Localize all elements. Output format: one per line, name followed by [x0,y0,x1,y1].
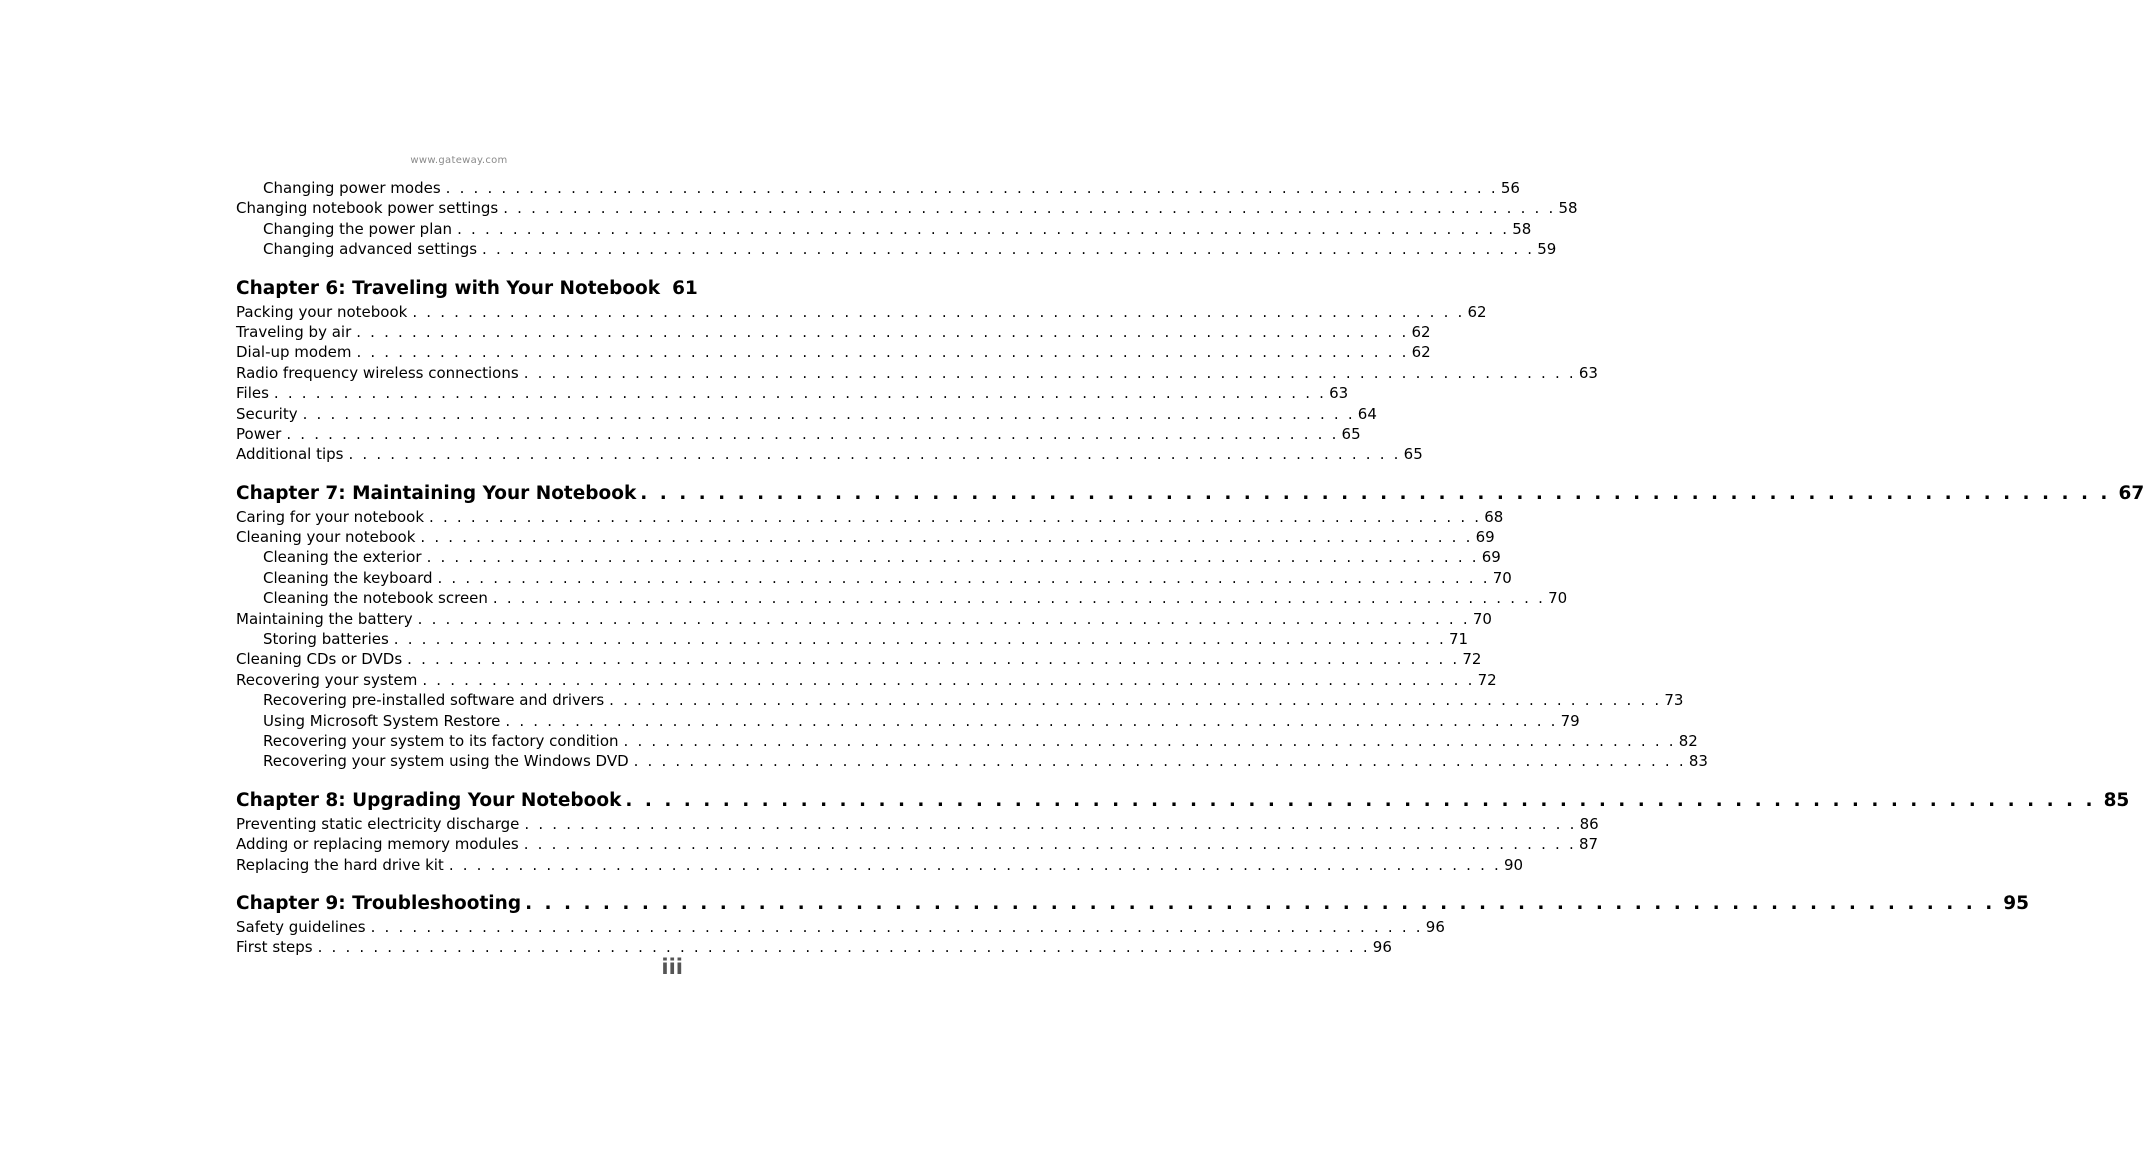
toc-entry-page: 58 [1512,219,1532,238]
dot-leader: . . . . . . . . . . . . . . . . . . . . . . . . . . . . . . . . . . . . . . . . . . . . . . . . . . . . . . . . . . . . . . . . . . . . . . . . . . . . [429,507,1482,526]
dot-leader: . . . . . . . . . . . . . . . . . . . . . . . . . . . . . . . . . . . . . . . . . . . . . . . . . . . . . . . . . . . . . . . . . . . . . . . . . . . . [356,343,1409,362]
chapter-heading-7[interactable] [236,481,2144,507]
toc-entry-page: 90 [1504,855,1524,874]
toc-entry-page: 82 [1678,731,1698,750]
toc-entry-page: 63 [1578,363,1598,382]
dot-leader: . . . . . . . . . . . . . . . . . . . . . . . . . . . . . . . . . . . . . . . . . . . . . . . . . . . . . . . . . . . . . . . . . . . . . . . . . . . . [492,589,1546,608]
toc-entry[interactable] [236,690,1684,710]
toc-entry-page: 73 [1664,691,1684,710]
chapter-title: Chapter 6: Traveling with Your Notebook [236,277,661,299]
toc-entry-label: Changing advanced settings [263,240,478,259]
toc-entry-label: Dial-up modem [236,343,352,362]
dot-leader: . . . . . . . . . . . . . . . . . . . . . . . . . . . . . . . . . . . . . . . . . . . . . . . . . . . . . . . . . . . . . . . . . . . . . . . . . . . . [448,855,1501,874]
dot-leader: . . . . . . . . . . . . . . . . . . . . . . . . . . . . . . . . . . . . . . . . . . . . . . . . . . . . . . . . . . . . . . . . . . . . . . . . . . . . [393,630,1446,649]
toc-entry-label: First steps [236,938,313,957]
toc-entry-label: Traveling by air [236,322,352,341]
toc-entry-label: Additional tips [236,445,344,464]
dot-leader: . . . . . . . . . . . . . . . . . . . . . . . . . . . . . . . . . . . . . . . . . . . . . . . . . . . . . . . . . . . . . . . . . . . . . . . . . . . . [625,789,2096,811]
toc-entry[interactable] [236,444,1423,464]
dot-leader: . . . . . . . . . . . . . . . . . . . . . . . . . . . . . . . . . . . . . . . . . . . . . . . . . . . . . . . . . . . . . . . . . . . . . . . . . . . . [523,835,1576,854]
toc-entry-page: 71 [1448,630,1469,649]
toc-entry-page: 62 [1411,343,1431,362]
toc-entry[interactable] [236,609,1492,629]
toc-entry-label: Caring for your notebook [236,507,425,526]
toc-entry[interactable] [236,404,1377,424]
dot-leader: . . . . . . . . . . . . . . . . . . . . . . . . . . . . . . . . . . . . . . . . . . . . . . . . . . . . . . . . . . . . . . . . . . . . . . . . . . . . [633,752,1686,771]
toc-entry-page: 62 [1467,302,1487,321]
chapter-title: Chapter 8: Upgrading Your Notebook [236,789,622,811]
toc-entry[interactable] [236,302,1487,322]
toc-entry-label: Safety guidelines [236,917,366,936]
dot-leader: . . . . . . . . . . . . . . . . . . . . . . . . . . . . . . . . . . . . . . . . . . . . . . . . . . . . . . . . . . . . . . . . . . . . . . . . . . . . [503,199,1556,218]
dot-leader: . . . . . . . . . . . . . . . . . . . . . . . . . . . . . . . . . . . . . . . . . . . . . . . . . . . . . . . . . . . . . . . . . . . . . . . . . . . . [420,528,1473,547]
chapter-page: 85 [2103,789,2130,811]
toc-entry-page: 70 [1492,568,1512,587]
table-of-contents [236,178,2144,958]
toc-entry-page: 58 [1558,199,1578,218]
toc-entry[interactable] [236,649,1482,669]
toc-entry-label: Security [236,404,298,423]
toc-entry-page: 86 [1579,814,1599,833]
dot-leader: . . . . . . . . . . . . . . . . . . . . . . . . . . . . . . . . . . . . . . . . . . . . . . . . . . . . . . . . . . . . . . . . . . . . . . . . . . . . [640,482,2111,504]
toc-entry[interactable] [236,322,1431,342]
toc-entry-label: Recovering your system [236,670,418,689]
toc-entry-page: 62 [1411,322,1431,341]
chapter-heading-9[interactable] [236,891,2029,917]
toc-entry-label: Recovering your system using the Windows DVD [263,752,629,771]
page-number: iii [661,955,683,979]
toc-entry[interactable] [236,751,1708,771]
toc-entry-label: Changing power modes [263,179,441,197]
dot-leader: . . . . . . . . . . . . . . . . . . . . . . . . . . . . . . . . . . . . . . . . . . . . . . . . . . . . . . . . . . . . . . . . . . . . . . . . . . . . [482,240,1535,259]
toc-entry-label: Packing your notebook [236,302,408,321]
chapter-heading-8[interactable] [236,788,2130,814]
toc-entry-page: 96 [1372,938,1392,957]
dot-leader: . . . . . . . . . . . . . . . . . . . . . . . . . . . . . . . . . . . . . . . . . . . . . . . . . . . . . . . . . . . . . . . . . . . . . . . . . . . . [623,731,1676,750]
dot-leader: . . . . . . . . . . . . . . . . . . . . . . . . . . . . . . . . . . . . . . . . . . . . . . . . . . . . . . . . . . . . . . . . . . . . . . . . . . . . [505,711,1558,730]
toc-entry[interactable] [236,855,1524,875]
toc-entry-label: Cleaning CDs or DVDs [236,650,403,669]
toc-entry-label: Adding or replacing memory modules [236,835,519,854]
toc-entry-page: 87 [1578,835,1599,854]
toc-entry[interactable] [236,834,1599,854]
toc-entry[interactable] [236,588,1568,608]
dot-leader: . . . . . . . . . . . . . . . . . . . . . . . . . . . . . . . . . . . . . . . . . . . . . . . . . . . . . . . . . . . . . . . . . . . . . . . . . . . . [609,691,1662,710]
toc-entry-label: Storing batteries [263,630,389,649]
toc-entry-page: 96 [1425,917,1445,936]
toc-entry[interactable] [236,527,1495,547]
toc-entry-label: Files [236,384,269,403]
toc-entry-page: 65 [1403,445,1423,464]
dot-leader: . . . . . . . . . . . . . . . . . . . . . . . . . . . . . . . . . . . . . . . . . . . . . . . . . . . . . . . . . . . . . . . . . . . . . . . . . . . . [426,548,1479,567]
toc-entry-label: Radio frequency wireless connections [236,363,519,382]
dot-leader: . . . . . . . . . . . . . . . . . . . . . . . . . . . . . . . . . . . . . . . . . . . . . . . . . . . . . . . . . . . . . . . . . . . . . . . . . . . . [445,179,1498,197]
toc-entry[interactable] [236,198,1578,218]
toc-entry[interactable] [236,239,1557,259]
toc-entry[interactable] [236,670,1497,690]
toc-entry-label: Changing notebook power settings [236,199,499,218]
chapter-page: 95 [2003,892,2029,914]
toc-entry-label: Recovering pre-installed software and drivers [263,691,605,710]
toc-entry-label: Replacing the hard drive kit [236,855,444,874]
header-url: www.gateway.com [410,155,508,166]
toc-entry-page: 59 [1537,240,1557,259]
chapter-page: 67 [2118,482,2144,504]
toc-entry-page: 63 [1329,384,1349,403]
toc-entry-page: 68 [1484,507,1504,526]
dot-leader: . . . . . . . . . . . . . . . . . . . . . . . . . . . . . . . . . . . . . . . . . . . . . . . . . . . . . . . . . . . . . . . . . . . . . . . . . . . . [317,938,1370,957]
toc-entry-page: 69 [1481,548,1501,567]
dot-leader: . . . . . . . . . . . . . . . . . . . . . . . . . . . . . . . . . . . . . . . . . . . . . . . . . . . . . . . . . . . . . . . . . . . . . . . . . . . . [524,814,1577,833]
dot-leader: . . . . . . . . . . . . . . . . . . . . . . . . . . . . . . . . . . . . . . . . . . . . . . . . . . . . . . . . . . . . . . . . . . . . . . . . . . . . [417,609,1470,628]
toc-entry-page: 64 [1357,404,1377,423]
chapter-title: Chapter 7: Maintaining Your Notebook [236,482,637,504]
toc-entry[interactable] [236,219,1532,239]
toc-entry-page: 72 [1477,670,1497,689]
toc-entry[interactable] [236,363,1598,383]
toc-entry[interactable] [236,568,1512,588]
chapter-title: Chapter 9: Troubleshooting [236,892,522,914]
toc-entry-label: Cleaning the keyboard [263,568,433,587]
toc-entry-page: 83 [1688,752,1708,771]
dot-leader: . . . . . . . . . . . . . . . . . . . . . . . . . . . . . . . . . . . . . . . . . . . . . . . . . . . . . . . . . . . . . . . . . . . . . . . . . . . . [273,384,1327,403]
toc-entry-label: Maintaining the battery [236,609,413,628]
toc-entry[interactable] [236,917,1445,937]
toc-entry-page: 79 [1560,711,1580,730]
dot-leader: . . . . . . . . . . . . . . . . . . . . . . . . . . . . . . . . . . . . . . . . . . . . . . . . . . . . . . . . . . . . . . . . . . . . . . . . . . . . [348,445,1401,464]
toc-entry-label: Preventing static electricity discharge [236,814,520,833]
dot-leader: . . . . . . . . . . . . . . . . . . . . . . . . . . . . . . . . . . . . . . . . . . . . . . . . . . . . . . . . . . . . . . . . . . . . . . . . . . . . [286,424,1339,443]
dot-leader: . . . . . . . . . . . . . . . . . . . . . . . . . . . . . . . . . . . . . . . . . . . . . . . . . . . . . . . . . . . . . . . . . . . . . . . . . . . . [457,219,1510,238]
toc-entry-label: Power [236,424,282,443]
toc-entry[interactable] [236,814,1599,834]
toc-entry-label: Changing the power plan [263,219,453,238]
chapter-page: 61 [672,277,698,299]
toc-entry-page: 70 [1472,609,1492,628]
dot-leader: . . . . . . . . . . . . . . . . . . . . . . . . . . . . . . . . . . . . . . . . . . . . . . . . . . . . . . . . . . . . . . . . . . . . . . . . . . . . [523,363,1576,382]
toc-entry[interactable] [236,629,1469,649]
toc-entry-label: Using Microsoft System Restore [263,711,501,730]
dot-leader: . . . . . . . . . . . . . . . . . . . . . . . . . . . . . . . . . . . . . . . . . . . . . . . . . . . . . . . . . . . . . . . . . . . . . . . . . . . . [356,322,1409,341]
toc-entry[interactable] [236,342,1431,362]
toc-entry-label: Cleaning the exterior [263,548,422,567]
chapter-heading-6[interactable] [236,276,698,302]
toc-entry[interactable] [236,731,1698,751]
dot-leader: . . . . . . . . . . . . . . . . . . . . . . . . . . . . . . . . . . . . . . . . . . . . . . . . . . . . . . . . . . . . . . . . . . . . . . . . . . . . [407,650,1460,669]
toc-entry-page: 65 [1341,424,1361,443]
toc-entry-page: 70 [1548,589,1568,608]
toc-entry-page: 56 [1500,179,1520,197]
dot-leader: . . . . . . . . . . . . . . . . . . . . . . . . . . . . . . . . . . . . . . . . . . . . . . . . . . . . . . . . . . . . . . . . . . . . . . . . . . . . [370,917,1423,936]
toc-entry[interactable] [236,383,1349,403]
toc-entry-label: Cleaning the notebook screen [263,589,488,608]
dot-leader: . . . . . . . . . . . . . . . . . . . . . . . . . . . . . . . . . . . . . . . . . . . . . . . . . . . . . . . . . . . . . . . . . . . . . . . . . . . . [302,404,1355,423]
toc-entry-page: 69 [1475,528,1495,547]
toc-entry[interactable] [236,507,1504,527]
toc-entry-page: 72 [1462,650,1482,669]
toc-entry[interactable] [236,711,1580,731]
dot-leader: . . . . . . . . . . . . . . . . . . . . . . . . . . . . . . . . . . . . . . . . . . . . . . . . . . . . . . . . . . . . . . . . . . . . . . . . . . . . [525,892,1996,914]
dot-leader: . . . . . . . . . . . . . . . . . . . . . . . . . . . . . . . . . . . . . . . . . . . . . . . . . . . . . . . . . . . . . . . . . . . . . . . . . . . . [437,568,1490,587]
toc-entry-label: Recovering your system to its factory condition [263,731,619,750]
toc-entry-label: Cleaning your notebook [236,528,416,547]
toc-entry[interactable] [236,547,1501,567]
dot-leader: . . . . . . . . . . . . . . . . . . . . . . . . . . . . . . . . . . . . . . . . . . . . . . . . . . . . . . . . . . . . . . . . . . . . . . . . . . . . [422,670,1475,689]
toc-entry[interactable] [236,424,1361,444]
toc-entry[interactable] [236,178,1520,198]
dot-leader: . . . . . . . . . . . . . . . . . . . . . . . . . . . . . . . . . . . . . . . . . . . . . . . . . . . . . . . . . . . . . . . . . . . . . . . . . . . . [412,302,1465,321]
